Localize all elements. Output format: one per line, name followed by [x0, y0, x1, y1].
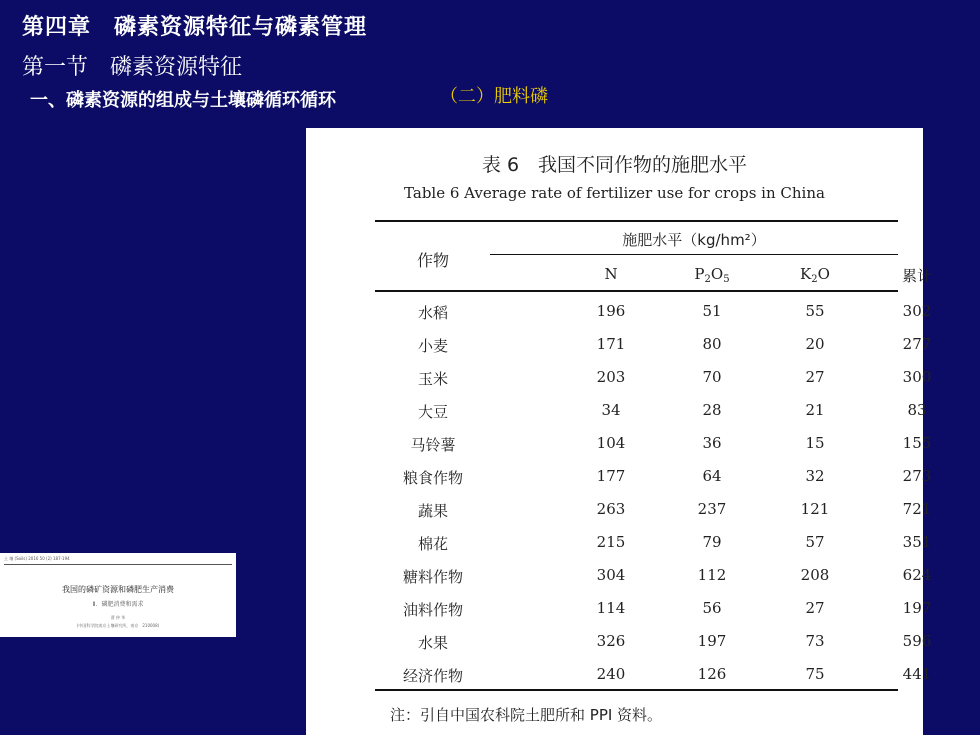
cell-crop: 油料作物: [402, 601, 463, 619]
cell-crop: 水果: [417, 634, 448, 652]
cell-total: 624: [902, 566, 932, 584]
cell-total: 351: [902, 533, 932, 551]
header-k2o-end: O: [817, 265, 830, 283]
cell-p2o5: 36: [702, 434, 722, 452]
cell-p2o5: 28: [702, 401, 722, 419]
table-row: [375, 525, 932, 558]
header-n: N: [604, 265, 618, 283]
header-p2o5-sub1: 2: [704, 274, 711, 285]
cell-k2o: 20: [805, 335, 825, 353]
thumbnail-journal-header: 土 壤 (Soils) 2016 50 (2) 187-194: [4, 556, 70, 561]
cell-total: 155: [902, 434, 932, 452]
cell-total: 277: [902, 335, 932, 353]
table-caption-en: Table 6 Average rate of fertilizer use for crops in China: [404, 184, 825, 202]
table-row: [375, 657, 932, 690]
cell-n: 196: [596, 302, 626, 320]
cell-k2o: 21: [805, 401, 825, 419]
header-k2o: [765, 265, 865, 283]
cell-crop: 棉花: [417, 535, 448, 553]
cell-n: 177: [596, 467, 626, 485]
cell-p2o5: 80: [702, 335, 722, 353]
thumbnail-affiliation: (中国科学院南京土壤研究所，南京 210008): [76, 623, 160, 628]
table-row: [375, 426, 932, 459]
table-row: [375, 459, 932, 492]
table-row: [375, 360, 932, 393]
header-k2o-base: K: [800, 265, 812, 283]
cell-n: 240: [596, 665, 626, 683]
cell-p2o5: 79: [702, 533, 722, 551]
cell-k2o: 208: [800, 566, 830, 584]
cell-n: 34: [601, 401, 621, 419]
cell-k2o: 27: [805, 599, 825, 617]
header-total: 累计: [901, 267, 932, 285]
cell-p2o5: 237: [697, 500, 727, 518]
cell-p2o5: 126: [697, 665, 727, 683]
cell-p2o5: 56: [702, 599, 722, 617]
cell-p2o5: 197: [697, 632, 727, 650]
cell-p2o5: 112: [697, 566, 727, 584]
cell-n: 215: [596, 533, 626, 551]
cell-crop: 大豆: [417, 403, 448, 421]
thumbnail-subtitle: Ⅱ．磷肥消费和需求: [92, 601, 144, 608]
header-p2o5-base: P: [694, 265, 705, 283]
cell-p2o5: 64: [702, 467, 722, 485]
cell-p2o5: 51: [702, 302, 722, 320]
header-p2o5: [662, 265, 762, 283]
table-top-rule: [375, 220, 898, 222]
header-k2o-sub: 2: [811, 274, 818, 285]
cell-crop: 糖料作物: [402, 568, 463, 586]
cell-k2o: 55: [805, 302, 825, 320]
cell-crop: 粮食作物: [402, 469, 463, 487]
cell-total: 300: [902, 368, 932, 386]
table-panel: [306, 128, 932, 735]
cell-crop: 水稻: [417, 304, 448, 322]
thumbnail-author: 曹 仲 华: [110, 615, 126, 620]
cell-total: 302: [902, 302, 932, 320]
cell-p2o5: 70: [702, 368, 722, 386]
cell-total: 197: [902, 599, 932, 617]
table-header-rule: [375, 290, 898, 292]
cell-n: 263: [596, 500, 626, 518]
cell-crop: 小麦: [417, 337, 448, 355]
cell-n: 114: [596, 599, 626, 617]
cell-k2o: 75: [805, 665, 825, 683]
section-title: 第一节 磷素资源特征: [22, 55, 243, 80]
chapter-title: 第四章 磷素资源特征与磷素管理: [22, 14, 368, 40]
table-span-rule: [490, 254, 898, 255]
cell-total: 596: [902, 632, 932, 650]
cell-n: 326: [596, 632, 626, 650]
thumbnail-rule: [4, 564, 232, 565]
subsection-title: 一、磷素资源的组成与土壤磷循环循环: [30, 90, 336, 111]
table-row: [375, 492, 932, 525]
cell-k2o: 57: [805, 533, 825, 551]
table-row: [375, 558, 932, 591]
paper-thumbnail: [0, 553, 236, 637]
cell-crop: 经济作物: [402, 667, 463, 685]
cell-n: 104: [596, 434, 626, 452]
header-fertilizer-level: 施肥水平（kg/hm²）: [622, 231, 766, 249]
table-row: [375, 393, 927, 426]
table-row: [375, 624, 932, 657]
cell-k2o: 15: [805, 434, 825, 452]
header-p2o5-sub2: 5: [723, 274, 730, 285]
subsection-fertilizer-title: （二）肥料磷: [440, 86, 548, 107]
cell-k2o: 27: [805, 368, 825, 386]
cell-crop: 马铃薯: [410, 436, 456, 454]
thumbnail-title: 我国的磷矿资源和磷肥生产消费: [62, 585, 174, 594]
cell-n: 203: [596, 368, 626, 386]
cell-n: 171: [596, 335, 626, 353]
cell-k2o: 73: [805, 632, 825, 650]
table-row: [375, 327, 932, 360]
table-note: 注：引自中国农科院土肥所和 PPI 资料。: [390, 706, 663, 724]
cell-total: 83: [907, 401, 927, 419]
table-row: [375, 591, 932, 624]
header-p2o5-mid: O: [710, 265, 724, 283]
cell-total: 273: [902, 467, 932, 485]
table-row: [375, 294, 932, 327]
cell-n: 304: [596, 566, 626, 584]
cell-crop: 玉米: [417, 370, 448, 388]
header-crop: 作物: [416, 251, 449, 270]
cell-k2o: 121: [800, 500, 830, 518]
cell-total: 441: [902, 665, 932, 683]
cell-total: 721: [902, 500, 932, 518]
cell-crop: 蔬果: [417, 502, 448, 520]
table-caption-cn: 表 6 我国不同作物的施肥水平: [481, 154, 748, 176]
cell-k2o: 32: [805, 467, 825, 485]
